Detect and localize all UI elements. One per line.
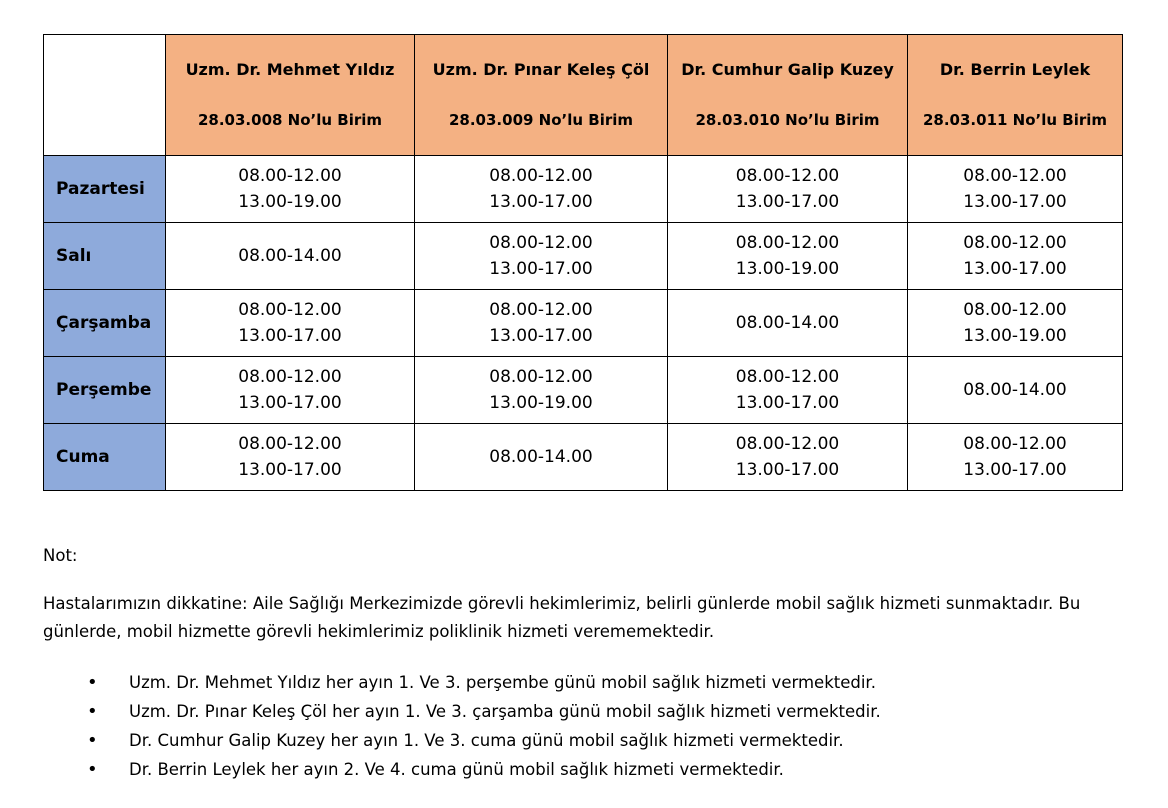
time-slot-cell xyxy=(415,156,668,223)
notes-section xyxy=(43,542,1128,784)
table-row xyxy=(44,424,1123,491)
time-slot: 08.00-12.00 xyxy=(238,300,342,320)
time-slot: 08.00-12.00 xyxy=(735,434,840,454)
time-slot: 08.00-12.00 xyxy=(735,233,840,253)
time-slot: 08.00-12.00 xyxy=(489,300,593,320)
bullet-icon: • xyxy=(87,730,98,751)
doctor-unit: 28.03.011 No’lu Birim xyxy=(922,111,1108,129)
time-slot: 13.00-17.00 xyxy=(963,259,1067,279)
time-slot: 13.00-19.00 xyxy=(238,192,342,212)
list-item xyxy=(43,697,1128,726)
time-slot: 13.00-17.00 xyxy=(735,393,840,413)
list-item-text: Uzm. Dr. Mehmet Yıldız her ayın 1. Ve 3. perşembe günü mobil sağlık hizmeti vermektedir. xyxy=(129,673,876,692)
time-slot: 13.00-17.00 xyxy=(238,460,342,480)
doctor-header xyxy=(415,35,668,156)
doctor-unit: 28.03.009 No’lu Birim xyxy=(448,111,634,129)
time-slot: 13.00-19.00 xyxy=(489,393,593,413)
time-slot: 13.00-17.00 xyxy=(489,192,593,212)
time-slot-cell xyxy=(166,357,415,424)
time-slot-cell xyxy=(668,357,908,424)
time-slot: 13.00-17.00 xyxy=(489,259,593,279)
time-slot: 13.00-19.00 xyxy=(963,326,1067,346)
time-slot-cell xyxy=(166,424,415,491)
doctor-header xyxy=(166,35,415,156)
day-label: Salı xyxy=(44,223,166,290)
list-item xyxy=(43,668,1128,697)
time-slot: 08.00-14.00 xyxy=(735,313,840,333)
list-item-text: Dr. Berrin Leylek her ayın 2. Ve 4. cuma günü mobil sağlık hizmeti vermektedir. xyxy=(129,760,784,779)
time-slot: 08.00-14.00 xyxy=(489,447,593,467)
time-slot-cell xyxy=(415,223,668,290)
time-slot: 08.00-12.00 xyxy=(238,367,342,387)
time-slot-cell xyxy=(908,156,1123,223)
note-list xyxy=(43,668,1128,784)
time-slot: 08.00-12.00 xyxy=(489,233,593,253)
time-slot-cell xyxy=(908,290,1123,357)
time-slot: 13.00-17.00 xyxy=(238,326,342,346)
time-slot-cell xyxy=(668,223,908,290)
time-slot: 08.00-12.00 xyxy=(489,367,593,387)
schedule-table xyxy=(43,34,1123,491)
time-slot-cell xyxy=(668,156,908,223)
table-row xyxy=(44,290,1123,357)
time-slot: 13.00-17.00 xyxy=(489,326,593,346)
time-slot: 13.00-17.00 xyxy=(963,460,1067,480)
list-item xyxy=(43,755,1128,784)
time-slot-cell xyxy=(668,290,908,357)
bullet-icon: • xyxy=(87,759,98,780)
time-slot: 13.00-17.00 xyxy=(735,460,840,480)
time-slot: 08.00-12.00 xyxy=(238,166,342,186)
time-slot-cell xyxy=(908,357,1123,424)
time-slot: 08.00-12.00 xyxy=(735,367,840,387)
note-label: Not: xyxy=(43,546,78,565)
table-row xyxy=(44,223,1123,290)
list-item xyxy=(43,726,1128,755)
time-slot: 13.00-17.00 xyxy=(963,192,1067,212)
time-slot: 08.00-12.00 xyxy=(963,233,1067,253)
list-item-text: Uzm. Dr. Pınar Keleş Çöl her ayın 1. Ve 3. çarşamba günü mobil sağlık hizmeti vermektedir. xyxy=(129,702,881,721)
bullet-icon: • xyxy=(87,672,98,693)
time-slot-cell xyxy=(415,357,668,424)
time-slot-cell xyxy=(166,156,415,223)
note-paragraph: Hastalarımızın dikkatine: Aile Sağlığı Merkezimizde görevli hekimlerimiz, belirli günlerde mobil sağlık hizmeti sunmaktadır. Bu günlerde, mobil hizmette görevli hekimlerimiz poliklinik hizmeti verememektedir. xyxy=(43,594,1081,641)
time-slot-cell xyxy=(415,290,668,357)
time-slot-cell xyxy=(166,290,415,357)
bullet-icon: • xyxy=(87,701,98,722)
doctor-unit: 28.03.010 No’lu Birim xyxy=(695,111,880,129)
time-slot-cell xyxy=(908,223,1123,290)
time-slot-cell xyxy=(166,223,415,290)
doctor-header xyxy=(908,35,1123,156)
time-slot: 08.00-14.00 xyxy=(963,380,1067,400)
header-row xyxy=(44,35,1123,156)
time-slot: 08.00-12.00 xyxy=(489,166,593,186)
doctor-name: Dr. Berrin Leylek xyxy=(939,60,1091,79)
day-label: Cuma xyxy=(44,424,166,491)
doctor-header xyxy=(668,35,908,156)
doctor-name: Uzm. Dr. Mehmet Yıldız xyxy=(185,60,395,79)
day-label: Pazartesi xyxy=(44,156,166,223)
table-row xyxy=(44,156,1123,223)
time-slot: 08.00-12.00 xyxy=(735,166,840,186)
time-slot-cell xyxy=(908,424,1123,491)
corner-cell xyxy=(44,35,166,156)
time-slot-cell xyxy=(668,424,908,491)
time-slot: 08.00-12.00 xyxy=(963,300,1067,320)
table-row xyxy=(44,357,1123,424)
time-slot: 13.00-19.00 xyxy=(735,259,840,279)
day-label: Çarşamba xyxy=(44,290,166,357)
list-item-text: Dr. Cumhur Galip Kuzey her ayın 1. Ve 3. cuma günü mobil sağlık hizmeti vermektedir. xyxy=(129,731,844,750)
time-slot: 08.00-12.00 xyxy=(963,434,1067,454)
doctor-name: Dr. Cumhur Galip Kuzey xyxy=(681,60,894,79)
time-slot: 08.00-12.00 xyxy=(238,434,342,454)
day-label: Perşembe xyxy=(44,357,166,424)
time-slot: 13.00-17.00 xyxy=(238,393,342,413)
time-slot: 08.00-14.00 xyxy=(238,246,342,266)
doctor-unit: 28.03.008 No’lu Birim xyxy=(197,111,383,129)
time-slot: 08.00-12.00 xyxy=(963,166,1067,186)
time-slot-cell xyxy=(415,424,668,491)
doctor-name: Uzm. Dr. Pınar Keleş Çöl xyxy=(432,60,650,79)
time-slot: 13.00-17.00 xyxy=(735,192,840,212)
